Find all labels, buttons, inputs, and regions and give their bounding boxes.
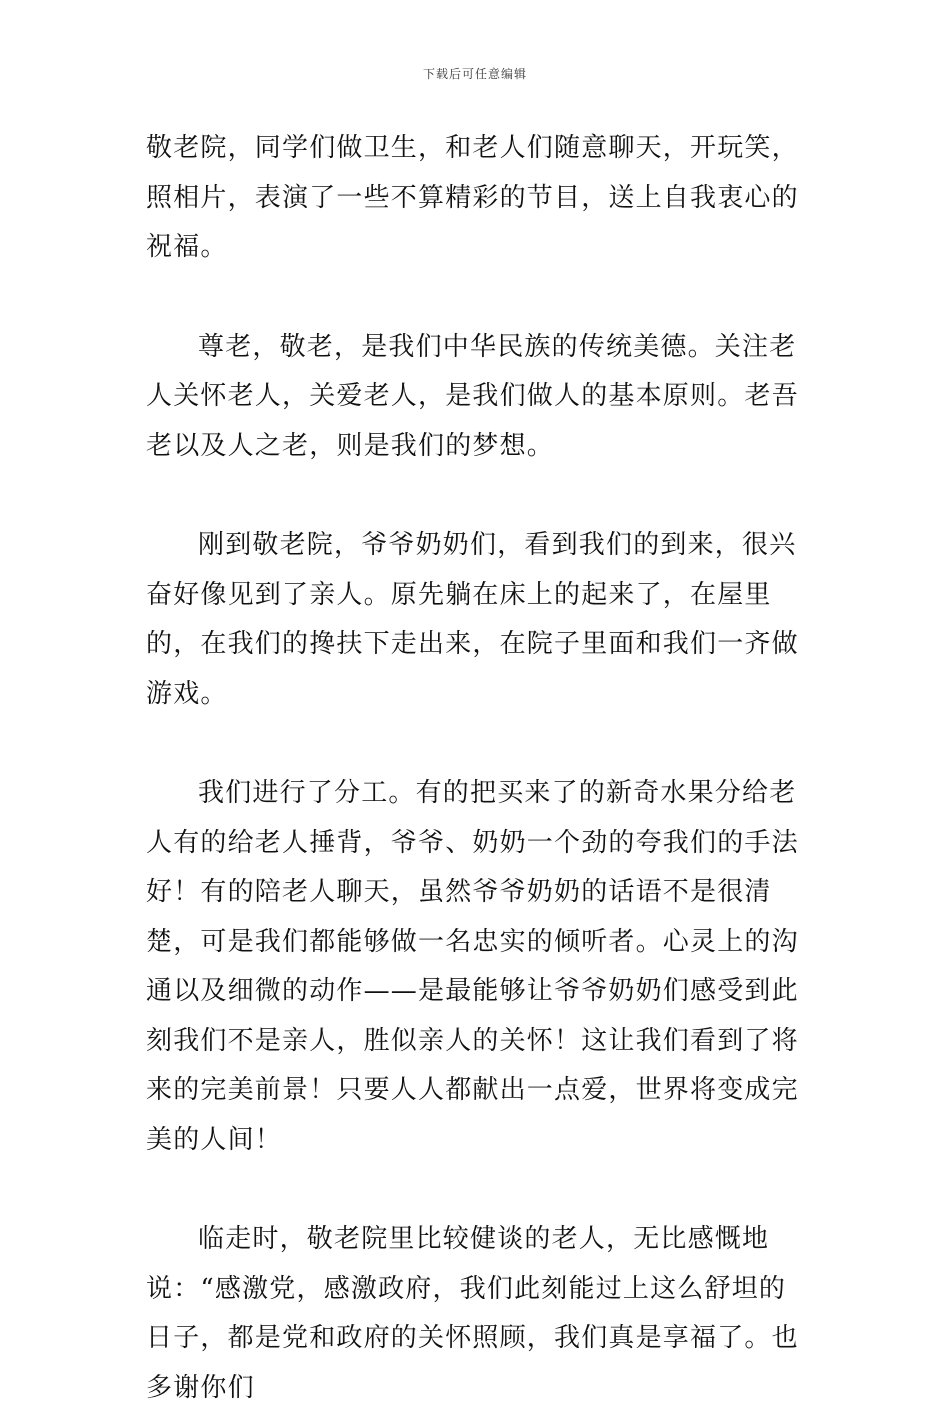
paragraph-gap <box>146 1165 806 1215</box>
paragraph-5: 临走时，敬老院里比较健谈的老人，无比感慨地说：“感激党，感激政府，我们此刻能过上这么舒坦的日子，都是党和政府的关怀照顾，我们真是享福了。也多谢你们 <box>146 1224 799 1403</box>
document-body <box>146 124 806 1413</box>
paragraph-3: 刚到敬老院，爷爷奶奶们，看到我们的到来，很兴奋好像见到了亲人。原先躺在床上的起来了，在屋里的，在我们的搀扶下走出来，在院子里面和我们一齐做游戏。 <box>146 530 799 709</box>
paragraph-gap <box>146 273 806 323</box>
paragraph-1: 敬老院，同学们做卫生，和老人们随意聊天，开玩笑，照相片，表演了一些不算精彩的节目，送上自我衷心的祝福。 <box>146 133 799 262</box>
paragraph-gap <box>146 471 806 521</box>
paragraph-2: 尊老，敬老，是我们中华民族的传统美德。关注老人关怀老人，关爱老人，是我们做人的基本原则。老吾老以及人之老，则是我们的梦想。 <box>146 331 799 461</box>
paragraph-gap <box>146 719 806 769</box>
paragraph-4: 我们进行了分工。有的把买来了的新奇水果分给老人有的给老人捶背，爷爷、奶奶一个劲的夸我们的手法好！有的陪老人聊天，虽然爷爷奶奶的话语不是很清楚，可是我们都能够做一名忠实的倾听者。心灵上的沟通以及细微的动作——是最能够让爷爷奶奶们感受到此刻我们不是亲人，胜似亲人的关怀！这让我们看到了将来的完美前景！只要人人都献出一点爱，世界将变成完美的人间！ <box>146 778 799 1155</box>
header-note: 下载后可任意编辑 <box>422 67 527 81</box>
